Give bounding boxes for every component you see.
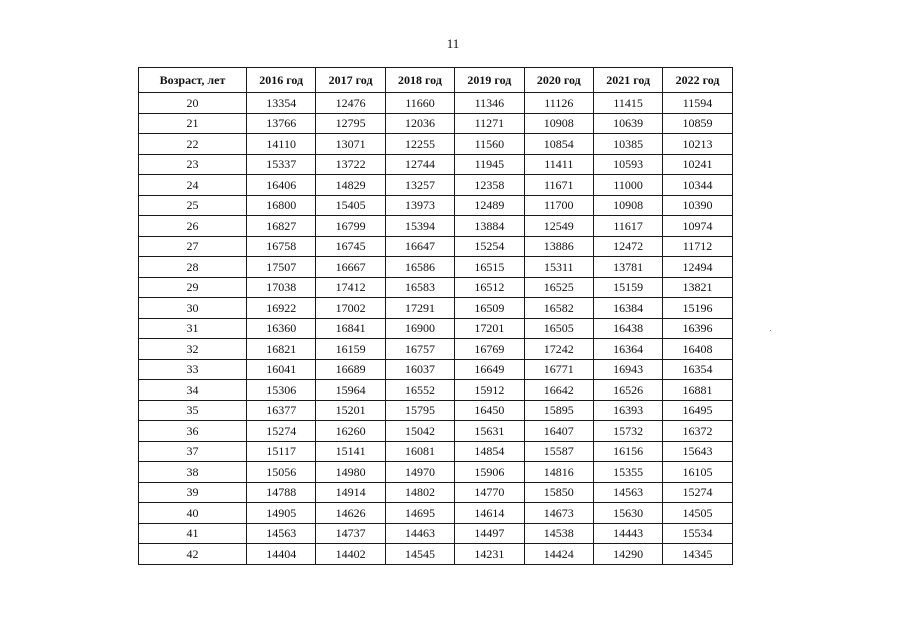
value-cell: 15355 (593, 462, 662, 483)
value-cell: 12358 (455, 175, 524, 196)
value-cell: 16260 (316, 421, 385, 442)
value-cell: 16372 (663, 421, 732, 442)
value-cell: 12494 (663, 257, 732, 278)
value-cell: 15405 (316, 195, 385, 216)
value-cell: 16081 (385, 441, 454, 462)
value-cell: 16495 (663, 400, 732, 421)
age-cell: 21 (139, 113, 247, 134)
value-cell: 14424 (524, 544, 593, 565)
value-cell: 14110 (247, 134, 316, 155)
value-cell: 17291 (385, 298, 454, 319)
value-cell: 16438 (593, 318, 662, 339)
value-cell: 14290 (593, 544, 662, 565)
value-cell: 11671 (524, 175, 593, 196)
value-cell: 16515 (455, 257, 524, 278)
table-row (139, 400, 733, 421)
value-cell: 15042 (385, 421, 454, 442)
value-cell: 11594 (663, 93, 732, 114)
age-cell: 35 (139, 400, 247, 421)
value-cell: 14914 (316, 482, 385, 503)
value-cell: 16758 (247, 236, 316, 257)
value-cell: 15056 (247, 462, 316, 483)
table-row (139, 154, 733, 175)
age-cell: 33 (139, 359, 247, 380)
table-row (139, 195, 733, 216)
table-row (139, 339, 733, 360)
value-cell: 16526 (593, 380, 662, 401)
value-cell: 15274 (663, 482, 732, 503)
value-cell: 16586 (385, 257, 454, 278)
value-cell: 16505 (524, 318, 593, 339)
value-cell: 15274 (247, 421, 316, 442)
table-row (139, 441, 733, 462)
value-cell: 16799 (316, 216, 385, 237)
table-row (139, 216, 733, 237)
header-year: 2019 год (455, 68, 524, 93)
value-cell: 11712 (663, 236, 732, 257)
value-cell: 11000 (593, 175, 662, 196)
value-cell: 16757 (385, 339, 454, 360)
value-cell: 16360 (247, 318, 316, 339)
header-year: 2020 год (524, 68, 593, 93)
value-cell: 15534 (663, 523, 732, 544)
value-cell: 15311 (524, 257, 593, 278)
value-cell: 14545 (385, 544, 454, 565)
value-cell: 15630 (593, 503, 662, 524)
value-cell: 10385 (593, 134, 662, 155)
value-cell: 12549 (524, 216, 593, 237)
value-cell: 14816 (524, 462, 593, 483)
age-cell: 27 (139, 236, 247, 257)
value-cell: 16406 (247, 175, 316, 196)
value-cell: 10639 (593, 113, 662, 134)
table-row (139, 236, 733, 257)
value-cell: 11271 (455, 113, 524, 134)
value-cell: 16396 (663, 318, 732, 339)
table-row (139, 462, 733, 483)
value-cell: 11560 (455, 134, 524, 155)
value-cell: 14404 (247, 544, 316, 565)
value-cell: 16689 (316, 359, 385, 380)
table-row (139, 523, 733, 544)
value-cell: 14905 (247, 503, 316, 524)
table-row (139, 175, 733, 196)
value-cell: 17242 (524, 339, 593, 360)
value-cell: 11617 (593, 216, 662, 237)
table-row (139, 134, 733, 155)
value-cell: 15964 (316, 380, 385, 401)
value-cell: 13884 (455, 216, 524, 237)
value-cell: 15141 (316, 441, 385, 462)
age-cell: 42 (139, 544, 247, 565)
value-cell: 16407 (524, 421, 593, 442)
value-cell: 15631 (455, 421, 524, 442)
value-cell: 14626 (316, 503, 385, 524)
value-cell: 16509 (455, 298, 524, 319)
value-cell: 16408 (663, 339, 732, 360)
value-cell: 11945 (455, 154, 524, 175)
value-cell: 15643 (663, 441, 732, 462)
value-cell: 15201 (316, 400, 385, 421)
value-cell: 10344 (663, 175, 732, 196)
value-cell: 14980 (316, 462, 385, 483)
value-cell: 10974 (663, 216, 732, 237)
value-cell: 12744 (385, 154, 454, 175)
value-cell: 13766 (247, 113, 316, 134)
scan-speck (770, 330, 771, 331)
value-cell: 14402 (316, 544, 385, 565)
value-cell: 16642 (524, 380, 593, 401)
age-cell: 37 (139, 441, 247, 462)
value-cell: 15850 (524, 482, 593, 503)
value-cell: 10241 (663, 154, 732, 175)
value-cell: 14802 (385, 482, 454, 503)
value-cell: 15394 (385, 216, 454, 237)
value-cell: 16393 (593, 400, 662, 421)
header-age: Возраст, лет (139, 68, 247, 93)
value-cell: 16827 (247, 216, 316, 237)
value-cell: 13886 (524, 236, 593, 257)
value-cell: 13354 (247, 93, 316, 114)
value-cell: 17412 (316, 277, 385, 298)
value-cell: 16771 (524, 359, 593, 380)
value-cell: 14614 (455, 503, 524, 524)
value-cell: 16900 (385, 318, 454, 339)
value-cell: 16800 (247, 195, 316, 216)
value-cell: 16841 (316, 318, 385, 339)
value-cell: 15159 (593, 277, 662, 298)
value-cell: 12476 (316, 93, 385, 114)
value-cell: 13821 (663, 277, 732, 298)
table-row (139, 421, 733, 442)
value-cell: 14737 (316, 523, 385, 544)
header-year: 2016 год (247, 68, 316, 93)
age-cell: 31 (139, 318, 247, 339)
value-cell: 13071 (316, 134, 385, 155)
table-row (139, 318, 733, 339)
value-cell: 14563 (247, 523, 316, 544)
value-cell: 15254 (455, 236, 524, 257)
value-cell: 13722 (316, 154, 385, 175)
age-cell: 41 (139, 523, 247, 544)
age-cell: 39 (139, 482, 247, 503)
value-cell: 14538 (524, 523, 593, 544)
value-cell: 13781 (593, 257, 662, 278)
value-cell: 17201 (455, 318, 524, 339)
value-cell: 12472 (593, 236, 662, 257)
value-cell: 14695 (385, 503, 454, 524)
value-cell: 16647 (385, 236, 454, 257)
value-cell: 15117 (247, 441, 316, 462)
table-row (139, 277, 733, 298)
value-cell: 10593 (593, 154, 662, 175)
value-cell: 10859 (663, 113, 732, 134)
table-body (139, 93, 733, 565)
value-cell: 16922 (247, 298, 316, 319)
value-cell: 10213 (663, 134, 732, 155)
table-row (139, 482, 733, 503)
value-cell: 14673 (524, 503, 593, 524)
value-cell: 16583 (385, 277, 454, 298)
value-cell: 10854 (524, 134, 593, 155)
age-cell: 22 (139, 134, 247, 155)
table-row (139, 359, 733, 380)
value-cell: 14345 (663, 544, 732, 565)
table-row (139, 257, 733, 278)
value-cell: 16881 (663, 380, 732, 401)
value-cell: 17002 (316, 298, 385, 319)
value-cell: 16354 (663, 359, 732, 380)
value-cell: 14497 (455, 523, 524, 544)
age-year-table (138, 67, 733, 565)
value-cell: 11411 (524, 154, 593, 175)
header-year: 2021 год (593, 68, 662, 93)
age-cell: 26 (139, 216, 247, 237)
value-cell: 16667 (316, 257, 385, 278)
value-cell: 11415 (593, 93, 662, 114)
value-cell: 12036 (385, 113, 454, 134)
value-cell: 16745 (316, 236, 385, 257)
age-cell: 30 (139, 298, 247, 319)
value-cell: 14788 (247, 482, 316, 503)
age-cell: 28 (139, 257, 247, 278)
value-cell: 16582 (524, 298, 593, 319)
value-cell: 16377 (247, 400, 316, 421)
table-row (139, 544, 733, 565)
age-cell: 32 (139, 339, 247, 360)
value-cell: 12489 (455, 195, 524, 216)
value-cell: 14443 (593, 523, 662, 544)
value-cell: 16525 (524, 277, 593, 298)
value-cell: 11126 (524, 93, 593, 114)
header-year: 2018 год (385, 68, 454, 93)
value-cell: 17038 (247, 277, 316, 298)
value-cell: 16037 (385, 359, 454, 380)
age-cell: 40 (139, 503, 247, 524)
table-row (139, 380, 733, 401)
age-cell: 36 (139, 421, 247, 442)
header-year: 2017 год (316, 68, 385, 93)
value-cell: 15337 (247, 154, 316, 175)
value-cell: 10390 (663, 195, 732, 216)
value-cell: 16821 (247, 339, 316, 360)
age-cell: 24 (139, 175, 247, 196)
value-cell: 10908 (524, 113, 593, 134)
age-cell: 20 (139, 93, 247, 114)
value-cell: 14854 (455, 441, 524, 462)
value-cell: 15895 (524, 400, 593, 421)
value-cell: 12255 (385, 134, 454, 155)
page-number: 11 (446, 36, 460, 51)
table-row (139, 503, 733, 524)
value-cell: 15906 (455, 462, 524, 483)
age-cell: 29 (139, 277, 247, 298)
value-cell: 16943 (593, 359, 662, 380)
value-cell: 14505 (663, 503, 732, 524)
value-cell: 16450 (455, 400, 524, 421)
value-cell: 16105 (663, 462, 732, 483)
age-cell: 25 (139, 195, 247, 216)
value-cell: 16552 (385, 380, 454, 401)
value-cell: 11346 (455, 93, 524, 114)
age-cell: 23 (139, 154, 247, 175)
value-cell: 16769 (455, 339, 524, 360)
value-cell: 15795 (385, 400, 454, 421)
value-cell: 15732 (593, 421, 662, 442)
value-cell: 16364 (593, 339, 662, 360)
value-cell: 16384 (593, 298, 662, 319)
value-cell: 14231 (455, 544, 524, 565)
value-cell: 16649 (455, 359, 524, 380)
value-cell: 12795 (316, 113, 385, 134)
table-row (139, 93, 733, 114)
value-cell: 11700 (524, 195, 593, 216)
value-cell: 14463 (385, 523, 454, 544)
value-cell: 13257 (385, 175, 454, 196)
value-cell: 16159 (316, 339, 385, 360)
value-cell: 16041 (247, 359, 316, 380)
age-cell: 34 (139, 380, 247, 401)
value-cell: 14970 (385, 462, 454, 483)
value-cell: 15306 (247, 380, 316, 401)
value-cell: 13973 (385, 195, 454, 216)
value-cell: 16512 (455, 277, 524, 298)
value-cell: 11660 (385, 93, 454, 114)
value-cell: 14563 (593, 482, 662, 503)
value-cell: 16156 (593, 441, 662, 462)
value-cell: 14829 (316, 175, 385, 196)
table-header-row (139, 68, 733, 93)
header-year: 2022 год (663, 68, 732, 93)
value-cell: 15587 (524, 441, 593, 462)
value-cell: 15196 (663, 298, 732, 319)
value-cell: 15912 (455, 380, 524, 401)
value-cell: 17507 (247, 257, 316, 278)
table-row (139, 298, 733, 319)
age-cell: 38 (139, 462, 247, 483)
table-row (139, 113, 733, 134)
value-cell: 14770 (455, 482, 524, 503)
value-cell: 10908 (593, 195, 662, 216)
